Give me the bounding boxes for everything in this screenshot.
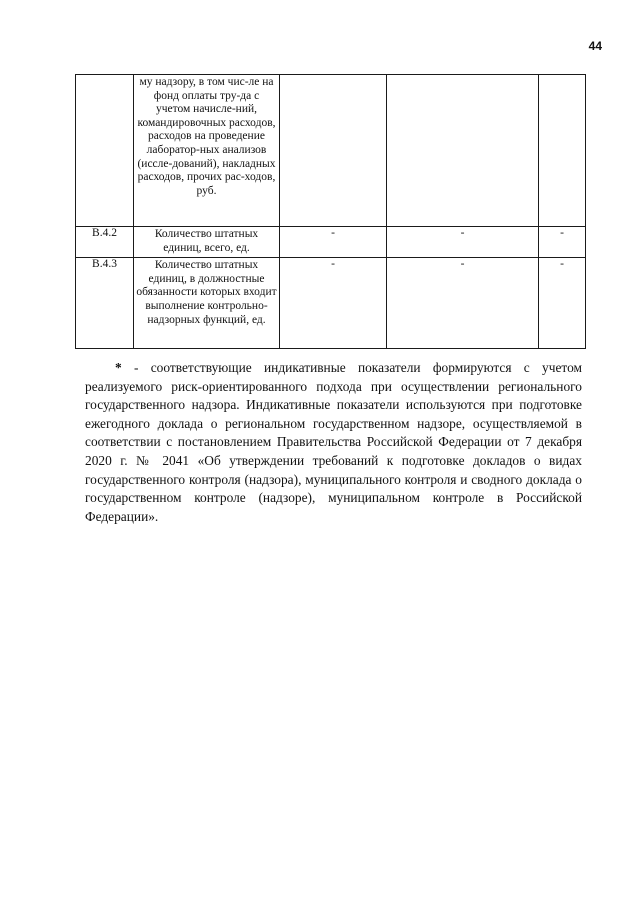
row-value-3: - xyxy=(539,258,586,349)
row-value-1: - xyxy=(280,227,387,258)
footnote xyxy=(85,359,582,526)
row-value-2 xyxy=(387,75,539,227)
footnote-marker: * xyxy=(115,360,122,375)
row-value-3 xyxy=(539,75,586,227)
table-row xyxy=(76,75,586,227)
indicators-table xyxy=(75,74,586,349)
row-value-1 xyxy=(280,75,387,227)
row-description: му надзору, в том чис-ле на фонд оплаты тру-да с учетом начисле-ний, командировочных расходов, расходов на проведение лаборатор-ных анализов (иссле-дований), накладных расходов, прочих рас-ходов, руб. xyxy=(134,75,280,227)
row-value-3: - xyxy=(539,227,586,258)
row-code: В.4.2 xyxy=(76,227,134,258)
row-description: Количество штатных единиц, всего, ед. xyxy=(134,227,280,258)
row-description: Количество штатных единиц, в должностные обязанности которых входит выполнение контрольно-надзорных функций, ед. xyxy=(134,258,280,349)
row-value-2: - xyxy=(387,258,539,349)
table-row xyxy=(76,258,586,349)
row-code xyxy=(76,75,134,227)
page-number: 44 xyxy=(588,39,602,53)
row-value-1: - xyxy=(280,258,387,349)
table-row xyxy=(76,227,586,258)
row-value-2: - xyxy=(387,227,539,258)
footnote-text: - соответствующие индикативные показатели формируются с учетом реализуемого риск-ориентированного подхода при осуществлении регионального государственного надзора. Индикативные показатели используются при подготовке ежегодного доклада о региональном государственном надзоре, осуществляемой в соответствии с постановлением Правительства Российской Федерации от 7 декабря 2020 г. № 2041 «Об утверждении требований к подготовке докладов о видах государственного контроля (надзора), муниципального контроля и сводного доклада о государственном контроле (надзоре), муниципальном контроле в Российской Федерации». xyxy=(85,360,582,524)
row-code: В.4.3 xyxy=(76,258,134,349)
